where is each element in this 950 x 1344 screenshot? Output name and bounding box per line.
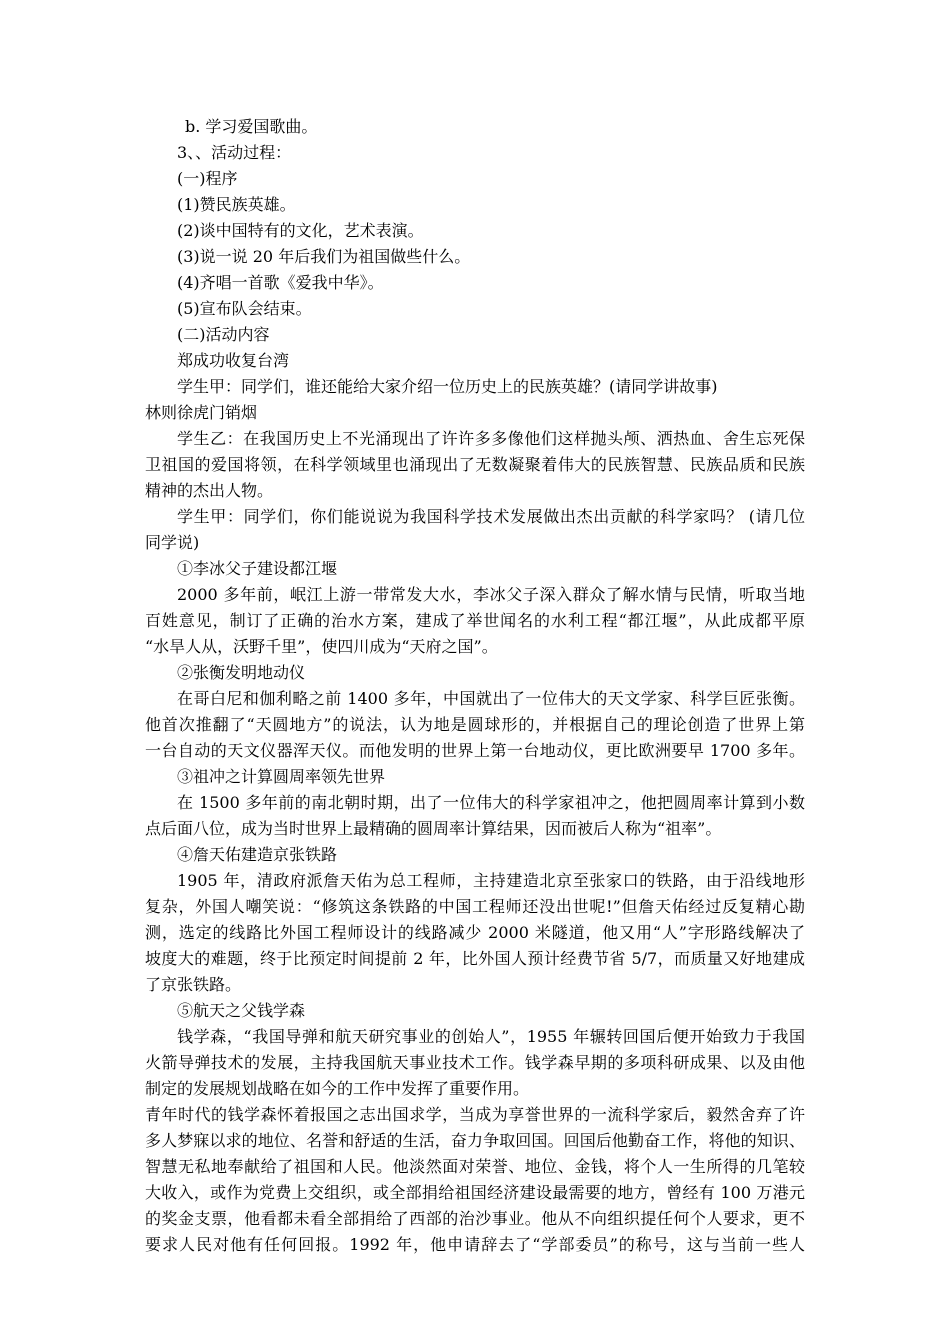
text-line: 坡度大的难题，终于比预定时间提前 2 年，比外国人预计经费节省 5/7，而质量又好地建成	[145, 949, 805, 968]
text-line: 学生乙：在我国历史上不光涌现出了许许多多像他们这样抛头颅、洒热血、舍生忘死保	[177, 429, 805, 448]
text-line: 智慧无私地奉献给了祖国和人民。他淡然面对荣誉、地位、金钱，将个人一生所得的几笔较	[145, 1157, 805, 1176]
text-line: 在哥白尼和伽利略之前 1400 多年，中国就出了一位伟大的天文学家、科学巨匠张衡。	[177, 689, 805, 708]
item-heading: ②张衡发明地动仪	[177, 663, 306, 682]
text-line: (2)谈中国特有的文化，艺术表演。	[177, 221, 424, 240]
text-line: 多人梦寐以求的地位、名誉和舒适的生活，奋力争取回国。回国后他勤奋工作，将他的知识、	[145, 1131, 805, 1150]
text-line: 林则徐虎门销烟	[145, 403, 258, 422]
section-heading: 3、、活动过程：	[177, 143, 292, 162]
text-line: “水旱人从，沃野千里”，使四川成为“天府之国”。	[145, 637, 498, 656]
item-heading: ⑤航天之父钱学森	[177, 1001, 306, 1020]
text-line: 卫祖国的爱国将领，在科学领域里也涌现出了无数凝聚着伟大的民族智慧、民族品质和民族	[145, 455, 805, 474]
text-line: 同学说)	[145, 533, 200, 552]
text-line: (3)说一说 20 年后我们为祖国做些什么。	[177, 247, 471, 266]
text-line: 点后面八位，成为当时世界上最精确的圆周率计算结果，因而被后人称为“祖率”。	[145, 819, 722, 838]
text-line: 他首次推翻了“天圆地方”的说法，认为地是圆球形的，并根据自己的理论创造了世界上第	[145, 715, 805, 734]
subsection-heading: (二)活动内容	[177, 325, 270, 344]
text-line: 大收入，或作为党费上交组织，或全部捐给祖国经济建设最需要的地方，曾经有 100 万港元	[145, 1183, 805, 1202]
text-line: 2000 多年前，岷江上游一带常发大水，李冰父子深入群众了解水情与民情，听取当地	[177, 585, 805, 604]
text-line: 学生甲：同学们，你们能说说为我国科学技术发展做出杰出贡献的科学家吗？ (请几位	[177, 507, 805, 526]
text-line: (5)宣布队会结束。	[177, 299, 312, 318]
text-line: 火箭导弹技术的发展，主持我国航天事业技术工作。钱学森早期的多项科研成果、以及由他	[145, 1053, 805, 1072]
text-line: (1)赞民族英雄。	[177, 195, 296, 214]
text-line: 了京张铁路。	[145, 975, 242, 994]
text-line: 1905 年，清政府派詹天佑为总工程师，主持建造北京至张家口的铁路，由于沿线地形	[177, 871, 805, 890]
text-line: 学生甲：同学们，谁还能给大家介绍一位历史上的民族英雄？(请同学讲故事)	[177, 377, 718, 396]
text-line: 制定的发展规划战略在如今的工作中发挥了重要作用。	[145, 1079, 530, 1098]
text-line: b. 学习爱国歌曲。	[185, 117, 318, 136]
text-line: 精神的杰出人物。	[145, 481, 274, 500]
text-line: 一台自动的天文仪器浑天仪。而他发明的世界上第一台地动仪，更比欧洲要早 1700 多年。	[145, 741, 805, 760]
text-line: 青年时代的钱学森怀着报国之志出国求学，当成为享誉世界的一流科学家后，毅然舍弃了许	[145, 1105, 805, 1124]
text-line: 测，选定的线路比外国工程师设计的线路减少 2000 米隧道，他又用“人”字形路线解决了	[145, 923, 805, 942]
subsection-heading: (一)程序	[177, 169, 238, 188]
item-heading: ④詹天佑建造京张铁路	[177, 845, 338, 864]
text-line: (4)齐唱一首歌《爱我中华》。	[177, 273, 384, 292]
item-heading: ①李冰父子建设都江堰	[177, 559, 338, 578]
text-line: 百姓意见，制订了正确的治水方案，建成了举世闻名的水利工程“都江堰”，从此成都平原	[145, 611, 805, 630]
item-heading: ③祖冲之计算圆周率领先世界	[177, 767, 386, 786]
text-line: 郑成功收复台湾	[177, 351, 290, 370]
text-line: 的奖金支票，他看都未看全部捐给了西部的治沙事业。他从不向组织提任何个人要求，更不	[145, 1209, 805, 1228]
text-line: 复杂，外国人嘲笑说：“修筑这条铁路的中国工程师还没出世呢!”但詹天佑经过反复精心勘	[145, 897, 805, 916]
text-line: 要求人民对他有任何回报。1992 年，他申请辞去了“学部委员”的称号，这与当前一些人	[145, 1235, 805, 1254]
text-line: 钱学森，“我国导弹和航天研究事业的创始人”，1955 年辗转回国后便开始致力于我国	[177, 1027, 805, 1046]
text-line: 在 1500 多年前的南北朝时期，出了一位伟大的科学家祖冲之，他把圆周率计算到小数	[177, 793, 805, 812]
